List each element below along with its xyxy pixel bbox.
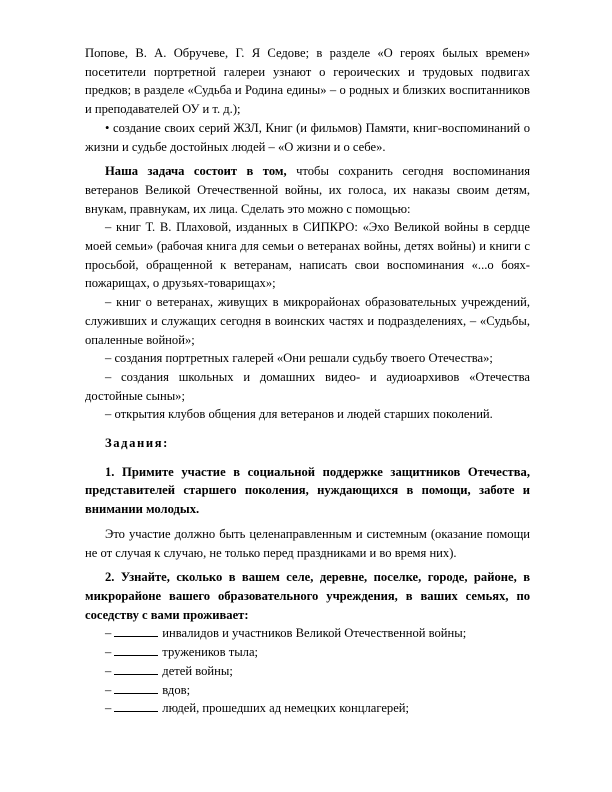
- blank-line: [114, 663, 158, 675]
- list-item: – тружеников тыла;: [105, 645, 259, 660]
- our-task-lead: Наша задача состоит в том,: [105, 164, 287, 179]
- list-item: – людей, прошедших ад немецких концлагерей;: [105, 701, 410, 716]
- paragraph-zhzl-series: • создание своих серий ЖЗЛ, Книг (и фильмов) Памяти, книг-воспоминаний о жизни и судьбе достойных людей – «О жизни и о себе».: [85, 120, 530, 154]
- task-2: 2. Узнайте, сколько в вашем селе, деревне, поселке, городе, районе, в микрорайоне вашего образовательного учреждения, в ваших семьях, по соседству с вами проживает:: [85, 570, 530, 622]
- tasks-heading: Задания:: [105, 436, 169, 451]
- paragraph-our-task: [85, 162, 530, 218]
- paragraph-video-archives: – создания школьных и домашних видео- и аудиоархивов «Отечества достойные сыны»;: [85, 369, 530, 403]
- task-1: 1. Примите участие в социальной поддержке защитников Отечества, представителей старшего поколения, нуждающихся в помощи, заботе и внимании молодых.: [85, 464, 530, 517]
- document-body: [85, 44, 530, 718]
- blank-line: [114, 700, 158, 712]
- blank-line: [114, 625, 158, 637]
- paragraph-portrait-galleries: – создания портретных галерей «Они решали судьбу твоего Отечества»;: [105, 351, 493, 366]
- list-item: – детей войны;: [105, 663, 233, 678]
- list-item: – инвалидов и участников Великой Отечественной войны;: [105, 626, 467, 641]
- list-item: – вдов;: [105, 682, 191, 697]
- our-task-rest: чтобы сохранить сегодня воспоминания ветеранов Великой Отечественной войны, их голоса, их наказы своим детям, внукам, правнукам, их лица. Сделать это можно с помощью:: [85, 164, 530, 216]
- blank-line: [114, 644, 158, 656]
- blank-line: [114, 682, 158, 694]
- task-1-note: Это участие должно быть целенаправленным и системным (оказание помощи не от случая к случаю, не только перед праздниками и во время них).: [85, 526, 530, 560]
- paragraph-plakhova-books: – книг Т. В. Плаховой, изданных в СИПКРО: «Эхо Великой войны в сердце моей семьи» (рабочая книга для семьи о ветеранах войны, детях войны) и книги с просьбой, обращенной к ветеранам, написать свои воспоминания «...о боях-пожарищах, о друзьях-товарищах»;: [85, 220, 530, 291]
- paragraph-veteran-books: – книг о ветеранах, живущих в микрорайонах образовательных учреждений, служивших и служащих сегодня в воинских частях и подразделениях, – «Судьбы, опаленные войной»;: [85, 295, 530, 347]
- paragraph-clubs: – открытия клубов общения для ветеранов и людей старших поколений.: [105, 407, 493, 422]
- fill-in-list: [85, 624, 530, 718]
- paragraph-portrait-gallery-sections: Попове, В. А. Обручеве, Г. Я Седове; в разделе «О героях былых времен» посетители портретной галереи узнают о героических и трудовых подвигах предков; в разделе «Судьба и Родина едины» – о родных и близких воспитанников и преподавателей ОУ и т. д.);: [85, 46, 530, 117]
